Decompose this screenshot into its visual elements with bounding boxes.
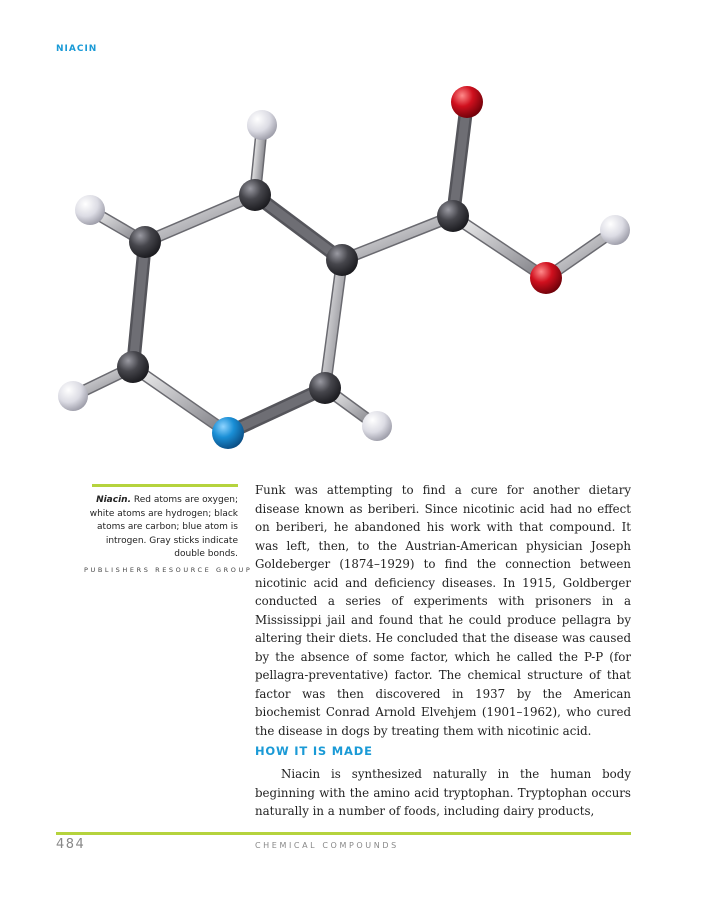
running-head: NIACIN <box>56 44 98 54</box>
carbon-atom <box>129 226 161 258</box>
hydrogen-atom <box>58 381 88 411</box>
bond-stick <box>453 216 546 278</box>
body-paragraph-1: Funk was attempting to find a cure for another dietary disease known as beriberi. Since nicotinic acid had no effect on beriberi, he abandoned his work with that compound. It was left, then, to the Austrian-American physician Joseph Goldeberger (1874–1929) to find the connection between nicotinic acid and deficiency diseases. In 1915, Goldberger conducted a series of experiments with prisoners in a Mississippi jail and found that he could produce pellagra by altering their diets. He concluded that the disease was caused by the absence of some factor, which he called the P-P (for pellagra-preventative) factor. The chemical structure of that factor was then discovered in 1937 by the American biochemist Conrad Arnold Elvehjem (1901–1962), who cured the disease in dogs by treating them with nicotinic acid. <box>255 483 631 738</box>
bond-stick <box>255 195 342 260</box>
bond-stick <box>133 242 145 367</box>
oxygen-atom <box>451 86 483 118</box>
carbon-atom <box>326 244 358 276</box>
section-heading: HOW IT IS MADE <box>255 744 373 758</box>
bond-stick <box>342 216 453 260</box>
carbon-atom <box>117 351 149 383</box>
carbon-atom <box>239 179 271 211</box>
footer-rule <box>56 832 631 835</box>
figure-caption <box>84 494 253 577</box>
bond-stick <box>228 388 325 433</box>
body-paragraph-2: Niacin is synthesized naturally in the human body beginning with the amino acid tryptophan. Tryptophan occurs naturally in a number of foods, including dairy products, <box>255 767 631 818</box>
caption-rule <box>92 484 238 487</box>
carbon-atom <box>309 372 341 404</box>
hydrogen-atom <box>247 110 277 140</box>
nitrogen-atom <box>212 417 244 449</box>
photo-credit: PUBLISHERS RESOURCE GROUP <box>84 565 253 574</box>
carbon-atom <box>437 200 469 232</box>
caption-text: Red atoms are oxygen; white atoms are hydrogen; black atoms are carbon; blue atom is introgen. Gray sticks indicate double bonds. <box>89 495 238 559</box>
bond-stick <box>133 367 228 433</box>
niacin-molecule-figure <box>40 70 660 470</box>
footer-book-title: CHEMICAL COMPOUNDS <box>255 841 399 850</box>
bond-stick <box>145 195 255 242</box>
oxygen-atom <box>530 262 562 294</box>
hydrogen-atom <box>362 411 392 441</box>
hydrogen-atom <box>75 195 105 225</box>
page-number: 484 <box>56 837 86 852</box>
caption-lead: Niacin. <box>96 495 131 505</box>
hydrogen-atom <box>600 215 630 245</box>
